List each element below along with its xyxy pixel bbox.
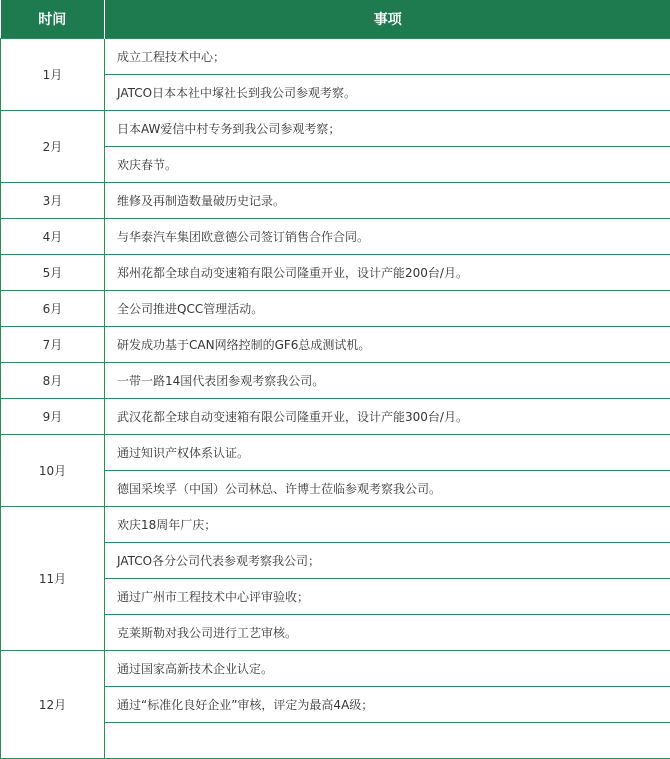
month-cell: 9月 <box>1 399 105 435</box>
table-row <box>1 291 670 327</box>
event-cell: 武汉花都全球自动变速箱有限公司隆重开业，设计产能300台/月。 <box>105 399 670 435</box>
month-cell: 1月 <box>1 39 105 111</box>
event-cell: 研发成功基于CAN网络控制的GF6总成测试机。 <box>105 327 670 363</box>
month-cell: 2月 <box>1 111 105 183</box>
event-cell: 郑州花都全球自动变速箱有限公司隆重开业，设计产能200台/月。 <box>105 255 670 291</box>
event-cell: 克莱斯勒对我公司进行工艺审核。 <box>105 615 670 651</box>
event-cell: 维修及再制造数量破历史记录。 <box>105 183 670 219</box>
table-row <box>1 219 670 255</box>
event-cell: 通过广州市工程技术中心评审验收； <box>105 579 670 615</box>
month-cell: 8月 <box>1 363 105 399</box>
event-cell: 欢庆18周年厂庆； <box>105 507 670 543</box>
month-cell: 7月 <box>1 327 105 363</box>
event-cell: JATCO日本本社中塚社长到我公司参观考察。 <box>105 75 670 111</box>
table-row <box>1 363 670 399</box>
event-cell <box>105 723 670 759</box>
month-cell: 4月 <box>1 219 105 255</box>
time-column-header: 时间 <box>1 0 105 39</box>
table-row <box>1 507 670 543</box>
table-header-row <box>1 0 670 39</box>
event-cell: 成立工程技术中心； <box>105 39 670 75</box>
month-cell: 12月 <box>1 651 105 759</box>
event-cell: 与华泰汽车集团欧意德公司签订销售合作合同。 <box>105 219 670 255</box>
event-cell: 通过“标准化良好企业”审核，评定为最高4A级； <box>105 687 670 723</box>
table-row <box>1 327 670 363</box>
event-cell: 全公司推进QCC管理活动。 <box>105 291 670 327</box>
event-cell: 通过国家高新技术企业认定。 <box>105 651 670 687</box>
table-row <box>1 39 670 75</box>
table-row <box>1 111 670 147</box>
event-cell: JATCO各分公司代表参观考察我公司； <box>105 543 670 579</box>
month-cell: 6月 <box>1 291 105 327</box>
event-cell: 一带一路14国代表团参观考察我公司。 <box>105 363 670 399</box>
month-cell: 5月 <box>1 255 105 291</box>
event-cell: 日本AW爱信中村专务到我公司参观考察； <box>105 111 670 147</box>
table-row <box>1 651 670 687</box>
table-row <box>1 255 670 291</box>
month-cell: 11月 <box>1 507 105 651</box>
table-row <box>1 183 670 219</box>
event-cell: 欢庆春节。 <box>105 147 670 183</box>
table-row <box>1 399 670 435</box>
event-cell: 德国采埃孚（中国）公司林总、许博士莅临参观考察我公司。 <box>105 471 670 507</box>
event-column-header: 事项 <box>105 0 670 39</box>
event-cell: 通过知识产权体系认证。 <box>105 435 670 471</box>
month-cell: 10月 <box>1 435 105 507</box>
table-body <box>1 39 670 759</box>
table-row <box>1 435 670 471</box>
month-cell: 3月 <box>1 183 105 219</box>
